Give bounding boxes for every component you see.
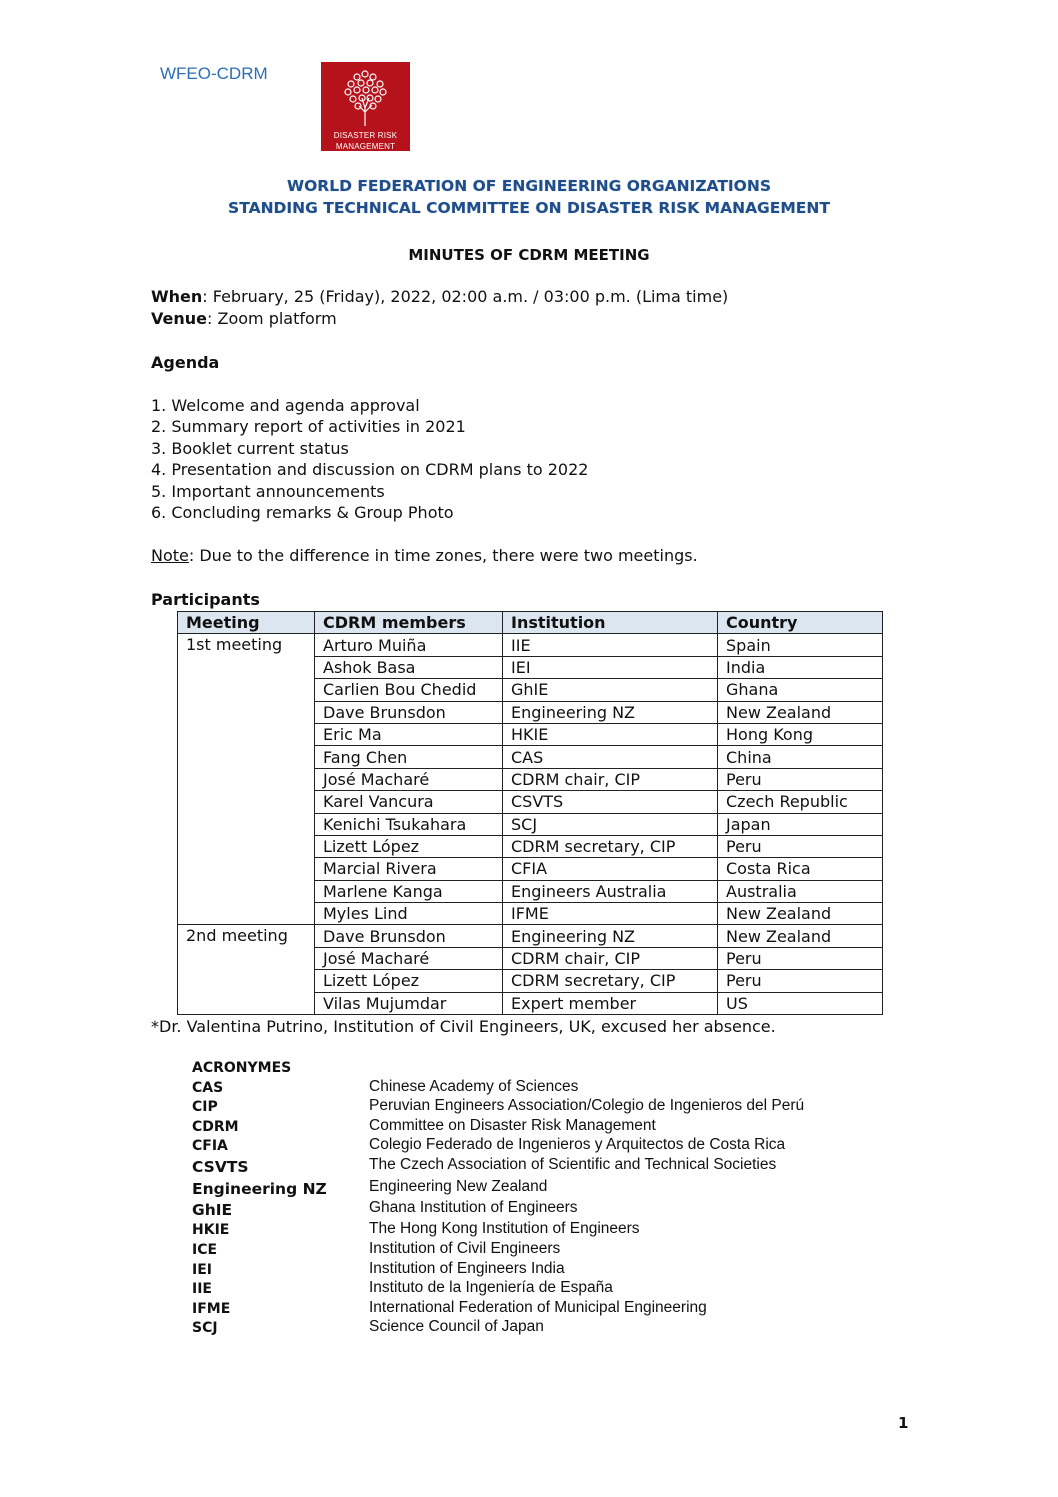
country-cell: Czech Republic [718,791,883,813]
acronym-definition: Colegio Federado de Ingenieros y Arquitectos de Costa Rica [369,1136,786,1153]
column-header: Meeting [178,612,315,634]
header-org: WFEO-CDRM [160,64,268,83]
when-line [151,287,728,306]
country-cell: New Zealand [718,701,883,723]
acronym-key: CSVTS [192,1158,249,1176]
title-line1: WORLD FEDERATION OF ENGINEERING ORGANIZATIONS [287,177,771,195]
institution-cell: SCJ [503,813,718,835]
institution-cell: CFIA [503,858,718,880]
participants-table [177,611,883,1015]
logo-line2: MANAGEMENT [335,142,396,151]
agenda-heading: Agenda [151,353,220,372]
table-row [178,634,883,656]
institution-cell: IIE [503,634,718,656]
table-header-row [178,612,883,634]
member-cell: Marcial Rivera [315,858,503,880]
acronym-definition: Peruvian Engineers Association/Colegio de Ingenieros del Perú [369,1097,805,1114]
member-cell: Eric Ma [315,723,503,745]
absence-footnote: *Dr. Valentina Putrino, Institution of Civil Engineers, UK, excused her absence. [151,1017,776,1036]
institution-cell: CDRM secretary, CIP [503,970,718,992]
note-line [151,546,698,565]
institution-cell: CAS [503,746,718,768]
logo-text [321,130,410,152]
country-cell: Australia [718,880,883,902]
acronym-definition: Institution of Engineers India [369,1260,565,1277]
acronym-definition: Instituto de la Ingeniería de España [369,1279,613,1296]
venue-line [151,309,337,328]
member-cell: Dave Brunsdon [315,925,503,947]
country-cell: New Zealand [718,925,883,947]
country-cell: Peru [718,835,883,857]
acronym-key: ICE [192,1242,218,1258]
acronym-key: CDRM [192,1119,239,1135]
column-header: CDRM members [315,612,503,634]
institution-cell: CDRM chair, CIP [503,947,718,969]
acronym-key: CFIA [192,1138,228,1154]
acronym-definition: International Federation of Municipal Engineering [369,1299,707,1316]
institution-cell: CDRM chair, CIP [503,768,718,790]
member-cell: Karel Vancura [315,791,503,813]
member-cell: José Macharé [315,947,503,969]
column-header: Institution [503,612,718,634]
acronym-definition: The Hong Kong Institution of Engineers [369,1220,640,1237]
member-cell: Marlene Kanga [315,880,503,902]
agenda-item: 1. Welcome and agenda approval [151,396,420,415]
country-cell: Japan [718,813,883,835]
acronym-definition: Science Council of Japan [369,1318,544,1335]
acronym-key: HKIE [192,1222,230,1238]
institution-cell: GhIE [503,679,718,701]
country-cell: India [718,656,883,678]
institution-cell: Engineering NZ [503,701,718,723]
acronym-key: CIP [192,1099,218,1115]
country-cell: Peru [718,970,883,992]
member-cell: Lizett López [315,970,503,992]
meeting-cell: 2nd meeting [178,925,315,1015]
institution-cell: Engineers Australia [503,880,718,902]
agenda-item: 4. Presentation and discussion on CDRM plans to 2022 [151,460,589,479]
country-cell: Peru [718,947,883,969]
member-cell: Vilas Mujumdar [315,992,503,1014]
participants-heading: Participants [151,590,260,609]
country-cell: Spain [718,634,883,656]
country-cell: Ghana [718,679,883,701]
acronym-definition: Institution of Civil Engineers [369,1240,561,1257]
when-label: When [151,287,203,306]
institution-cell: HKIE [503,723,718,745]
institution-cell: Expert member [503,992,718,1014]
member-cell: José Macharé [315,768,503,790]
when-value: : February, 25 (Friday), 2022, 02:00 a.m. / 03:00 p.m. (Lima time) [202,287,729,306]
acronym-key: CAS [192,1080,224,1096]
acronym-definition: Engineering New Zealand [369,1178,548,1195]
acronym-key: GhIE [192,1201,233,1219]
member-cell: Ashok Basa [315,656,503,678]
venue-value: : Zoom platform [207,309,337,328]
country-cell: China [718,746,883,768]
member-cell: Arturo Muiña [315,634,503,656]
acronym-key: IFME [192,1301,231,1317]
logo-line1: DISASTER RISK [333,131,398,140]
member-cell: Lizett López [315,835,503,857]
member-cell: Dave Brunsdon [315,701,503,723]
page-number: 1 [898,1414,909,1432]
institution-cell: IFME [503,903,718,925]
country-cell: Costa Rica [718,858,883,880]
institution-cell: CDRM secretary, CIP [503,835,718,857]
agenda-item: 3. Booklet current status [151,439,349,458]
acronym-definition: The Czech Association of Scientific and Technical Societies [369,1156,777,1173]
title-line2: STANDING TECHNICAL COMMITTEE ON DISASTER RISK MANAGEMENT [228,199,830,217]
table-row [178,925,883,947]
acronym-key: Engineering NZ [192,1180,327,1198]
acronym-definition: Ghana Institution of Engineers [369,1199,578,1216]
minutes-heading: MINUTES OF CDRM MEETING [408,246,650,264]
meeting-cell: 1st meeting [178,634,315,925]
acronym-definition: Chinese Academy of Sciences [369,1078,579,1095]
member-cell: Kenichi Tsukahara [315,813,503,835]
country-cell: Peru [718,768,883,790]
note-label: Note [151,546,189,565]
tree-icon [343,68,388,128]
agenda-item: 2. Summary report of activities in 2021 [151,417,466,436]
acronym-key: SCJ [192,1320,218,1336]
agenda-item: 5. Important announcements [151,482,385,501]
country-cell: US [718,992,883,1014]
logo [321,62,410,151]
member-cell: Fang Chen [315,746,503,768]
note-text: : Due to the difference in time zones, there were two meetings. [188,546,698,565]
acronyms-heading: ACRONYMES [192,1060,292,1076]
country-cell: Hong Kong [718,723,883,745]
institution-cell: Engineering NZ [503,925,718,947]
acronym-key: IIE [192,1281,212,1297]
institution-cell: IEI [503,656,718,678]
acronym-key: IEI [192,1262,212,1278]
institution-cell: CSVTS [503,791,718,813]
agenda-item: 6. Concluding remarks & Group Photo [151,503,454,522]
venue-label: Venue [151,309,207,328]
country-cell: New Zealand [718,903,883,925]
acronym-definition: Committee on Disaster Risk Management [369,1117,656,1134]
column-header: Country [718,612,883,634]
member-cell: Carlien Bou Chedid [315,679,503,701]
member-cell: Myles Lind [315,903,503,925]
